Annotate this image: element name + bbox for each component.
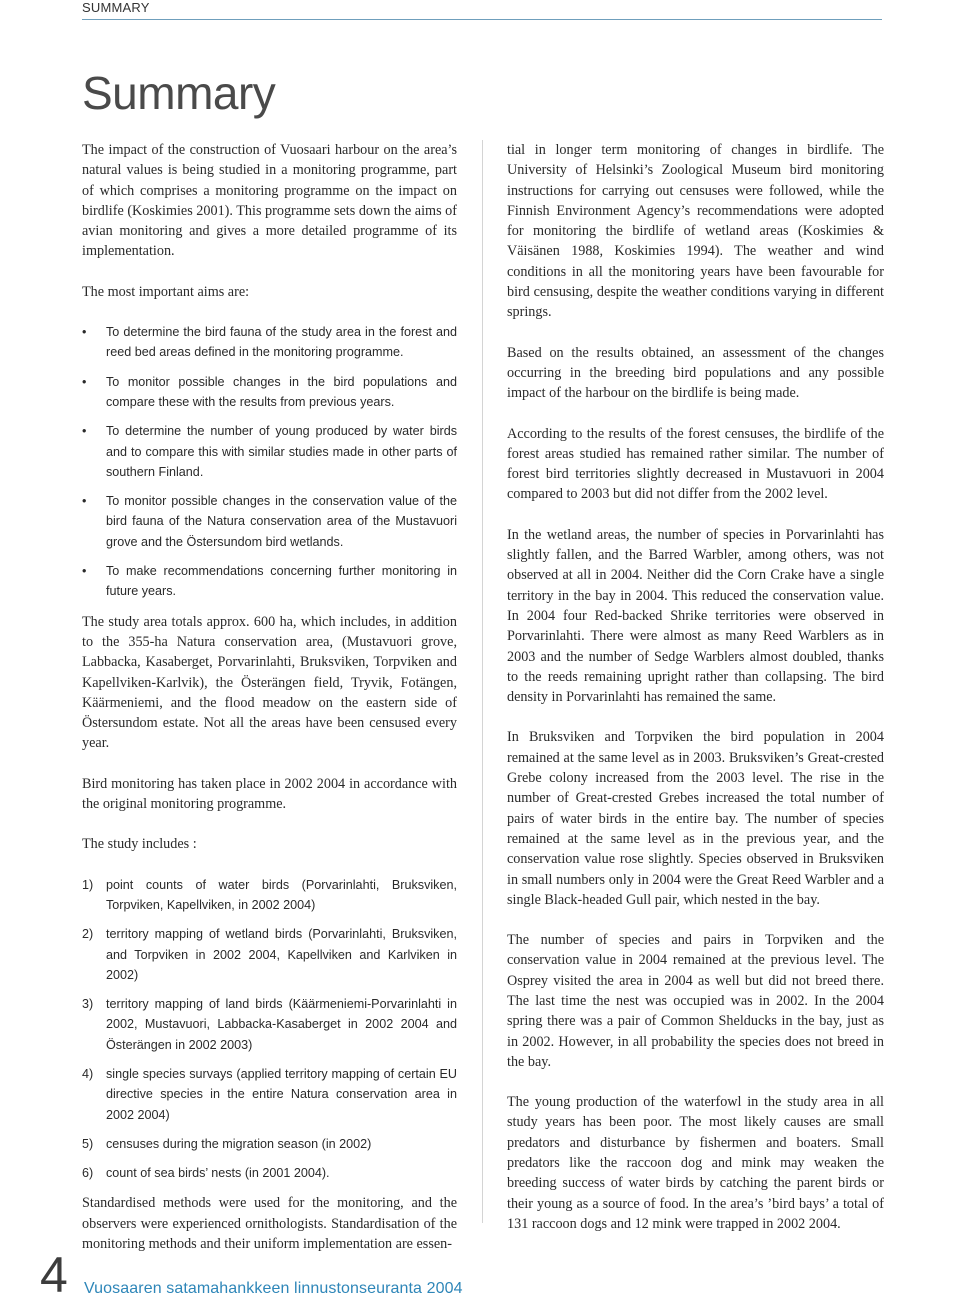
bullet-icon: • (82, 494, 87, 509)
right-column (507, 140, 884, 1254)
study-item-text: censuses during the migration season (in 2002) (106, 1136, 372, 1151)
aim-item (82, 561, 457, 602)
bruksviken-paragraph: In Bruksviken and Torpviken the bird population in 2004 remained at the same level as in 2003. Bruksviken’s Great-crested Grebe colony increased from the 2003 level. The rise in the number of Great-crested Grebes increased the total number of pairs of water birds in the entire bay. The number of species remained at the same level as in the previous year, and the conservation value rose slightly. Species observed in Bruksviken in small numbers only in 2004 were the Great Reed Warbler and a single Black-headed Gull pair, which nested in the bay. (507, 729, 884, 908)
study-list (82, 875, 457, 1184)
header-rule (82, 19, 882, 20)
assessment-paragraph: Based on the results obtained, an assessment of the changes occurring in the breeding bird populations and any possible impact of the harbour on the birdlife is being made. (507, 344, 884, 402)
study-item (82, 875, 457, 916)
intro-paragraph: The impact of the construction of Vuosaari harbour on the area’s natural values is being studied in a monitoring programme, part of which comprises a monitoring programme on the impact on birdlife (Koskimies 2001). This programme sets down the aims of avian monitoring and gives a more detailed programme of its implementation. (82, 142, 457, 260)
section-header: SUMMARY (82, 0, 150, 15)
study-item (82, 1163, 457, 1183)
bullet-icon: • (82, 424, 87, 439)
instructions-paragraph: tial in longer term monitoring of changes in birdlife. The University of Helsinki’s Zoological Museum bird monitoring instructions for carrying out censuses were followed, while the Finnish Environment Agency’s recommendations were adopted for monitoring the birdlife of wetland areas (Koskimies & Väisänen 1988, Koskimies 1994). The weather and wind conditions in all the monitoring years have been favourable for bird censusing, despite the weather conditions varying in different springs. (507, 142, 884, 321)
aim-item (82, 491, 457, 552)
study-item-text: count of sea birds’ nests (in 2001 2004). (106, 1166, 330, 1181)
waterfowl-paragraph: The young production of the waterfowl in the study area in all study years has been poor. The most likely causes are small predators and disturbance by fishermen and boaters. Small predators like the raccoon dog and mink may weaken the breeding success of water birds by catching the parent birds or their young as a source of food. In the area’s ’bird bays’ a total of 131 raccoon dogs and 12 mink were trapped in 2002 2004. (507, 1094, 884, 1232)
study-item-number: 4) (82, 1066, 94, 1081)
study-item-number: 6) (82, 1166, 94, 1181)
bullet-icon: • (82, 325, 87, 340)
bullet-icon: • (82, 564, 87, 579)
aim-text: To monitor possible changes in the bird populations and compare these with the results from previous years. (106, 374, 457, 409)
aim-item (82, 372, 457, 413)
study-item-number: 5) (82, 1136, 94, 1151)
study-item (82, 1134, 457, 1154)
wetland-paragraph: In the wetland areas, the number of species in Porvarinlahti has slightly fallen, and the Barred Warbler, among others, was not observed at all in 2004. Neither did the Corn Crake have a single territory in the bay in 2004. This reduced the conservation value. In 2004 four Red-backed Shrike territories were observed in Porvarinlahti. There were almost as many Reed Warblers as in 2003 and the number of Sedge Warblers almost doubled, thanks to the reeds remaining upright rather than collapsing. The bird density in Porvarinlahti has remained the same. (507, 526, 884, 706)
study-item-number: 3) (82, 997, 94, 1012)
study-item-text: territory mapping of land birds (Käärmeniemi-Porvarinlahti in 2002, Mustavuori, Labbacka-Kasaberget in 2002 2004 and Österängen in 2002 2003) (106, 997, 457, 1052)
aim-text: To monitor possible changes in the conservation value of the bird fauna of the Natura conservation area of the Mustavuori grove and the Östersundom bird wetlands. (106, 494, 457, 549)
aims-lead: The most important aims are: (82, 283, 250, 300)
publication-title: Vuosaaren satamahankkeen linnustonseuranta 2004 (84, 1280, 463, 1297)
column-divider (482, 140, 483, 1223)
study-item-number: 1) (82, 877, 94, 892)
bullet-icon: • (82, 374, 87, 389)
aim-text: To determine the number of young produced by water birds and to compare this with similar studies made in other parts of southern Finland. (106, 424, 457, 479)
study-item-text: single species survays (applied territory mapping of certain EU directive species in the entire Natura conservation area in 2002 2004) (106, 1066, 457, 1122)
aim-item (82, 322, 457, 363)
page-title: Summary (82, 67, 276, 119)
aim-text: To make recommendations concerning further monitoring in future years. (106, 564, 457, 599)
torpviken-paragraph: The number of species and pairs in Torpviken and the conservation value in 2004 remained at the previous level. The Osprey visited the area in 2004 as well but did not breed there. The last time the nest was occupied was in 2002. In the 2004 spring there was a pair of Common Shelducks in the bay, just as in 2002. However, in all probability the species does not breed in the bay. (507, 932, 884, 1070)
aim-text: To determine the bird fauna of the study area in the forest and reed bed areas defined in the monitoring programme. (106, 325, 457, 360)
forest-paragraph: According to the results of the forest censuses, the birdlife of the forest areas studied has remained rather similar. The number of forest bird territories slightly decreased in Mustavuori in 2004 compared to 2003 but did not differ from the 2002 level. (507, 425, 884, 503)
study-item (82, 924, 457, 985)
methods-paragraph: Standardised methods were used for the monitoring, and the observers were experienced ornithologists. Standardisation of the monitoring methods and their uniform implementation are essen- (82, 1195, 457, 1253)
monitoring-paragraph: Bird monitoring has taken place in 2002 2004 in accordance with the original monitoring programme. (82, 775, 457, 813)
study-item-number: 2) (82, 927, 94, 942)
study-lead: The study includes : (82, 836, 197, 853)
study-item (82, 1064, 457, 1125)
study-item-text: point counts of water birds (Porvarinlahti, Bruksviken, Torpviken, Kapellviken, in 2002 2004) (106, 877, 457, 912)
left-column (82, 140, 457, 1274)
page-number: 4 (40, 1247, 68, 1303)
study-item (82, 994, 457, 1055)
study-item-text: territory mapping of wetland birds (Porvarinlahti, Bruksviken, and Torpviken in 2002 2004, Kapellviken and Karlviken in 2002) (106, 927, 457, 982)
aim-item (82, 421, 457, 482)
aims-list (82, 322, 457, 602)
study-area-paragraph: The study area totals approx. 600 ha, which includes, in addition to the 355-ha Natura conservation area, (Mustavuori grove, Labbacka, Kasaberget, Porvarinlahti, Bruksviken, Torpviken and Kapellviken-Karlvik), the Österängen field, Tryvik, Fotängen, Käärmeniemi, and the flood meadow on the eastern side of Östersundom estate. Not all the areas have been censused every year. (82, 613, 457, 752)
